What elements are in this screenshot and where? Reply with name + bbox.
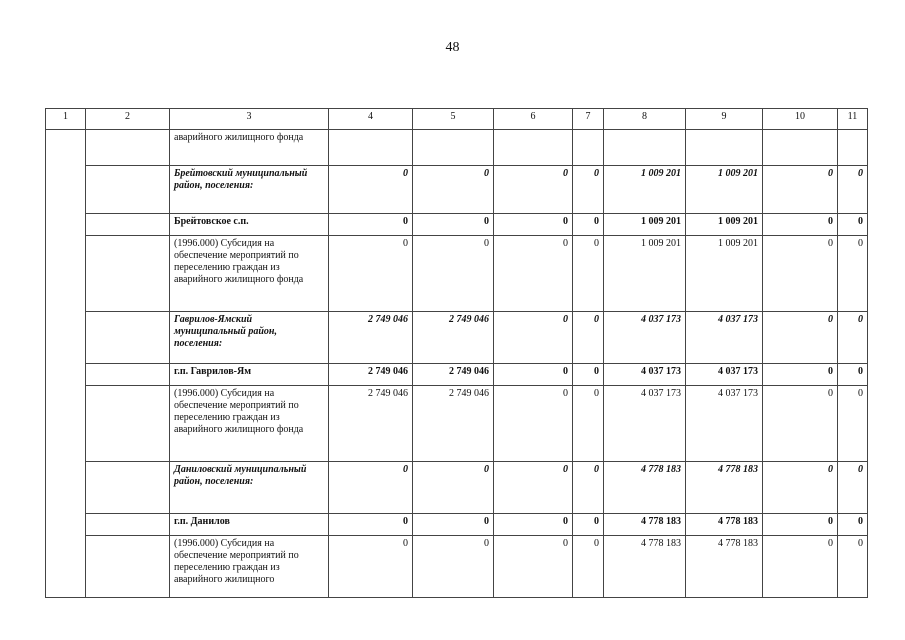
page-number: 48 — [445, 40, 460, 55]
column-header: 2 — [86, 109, 170, 130]
value-cell: 1 009 201 — [686, 236, 763, 312]
value-cell — [604, 130, 686, 166]
value-cell: 0 — [838, 166, 868, 214]
value-cell: 0 — [763, 312, 838, 364]
row-name-cell: Гаврилов-Ямский муниципальный район, поселения: — [170, 312, 329, 364]
value-cell: 0 — [763, 536, 838, 598]
value-cell — [413, 130, 494, 166]
value-cell: 4 037 173 — [686, 364, 763, 386]
row-name-cell: Брейтовское с.п. — [170, 214, 329, 236]
value-cell: 4 778 183 — [604, 462, 686, 514]
value-cell: 0 — [573, 364, 604, 386]
value-cell: 0 — [494, 312, 573, 364]
header-row — [46, 109, 868, 130]
row-name-cell: Даниловский муниципальный район, поселения: — [170, 462, 329, 514]
column-header: 6 — [494, 109, 573, 130]
row-name-cell: (1996.000) Субсидия на обеспечение мероприятий по переселению граждан из аварийного жилищного — [170, 536, 329, 598]
value-cell — [329, 130, 413, 166]
row-name-cell: (1996.000) Субсидия на обеспечение мероприятий по переселению граждан из аварийного жилищного фонда — [170, 236, 329, 312]
value-cell — [763, 130, 838, 166]
value-cell: 0 — [573, 536, 604, 598]
value-cell: 0 — [494, 386, 573, 462]
col2-cell — [86, 462, 170, 514]
value-cell: 0 — [573, 312, 604, 364]
column-header: 1 — [46, 109, 86, 130]
value-cell: 2 749 046 — [413, 312, 494, 364]
value-cell: 4 037 173 — [604, 364, 686, 386]
table-row — [46, 462, 868, 514]
value-cell: 2 749 046 — [329, 312, 413, 364]
value-cell: 4 037 173 — [604, 312, 686, 364]
value-cell — [573, 130, 604, 166]
table-row — [46, 312, 868, 364]
value-cell: 0 — [573, 214, 604, 236]
table-row — [46, 214, 868, 236]
value-cell: 0 — [329, 166, 413, 214]
row-name-cell: г.п. Гаврилов-Ям — [170, 364, 329, 386]
column-header: 5 — [413, 109, 494, 130]
value-cell: 0 — [413, 514, 494, 536]
col2-cell — [86, 312, 170, 364]
value-cell: 4 778 183 — [686, 514, 763, 536]
table-row — [46, 130, 868, 166]
value-cell: 4 778 183 — [604, 514, 686, 536]
row-name-cell: аварийного жилищного фонда — [170, 130, 329, 166]
value-cell: 1 009 201 — [604, 166, 686, 214]
table-row — [46, 536, 868, 598]
table-row — [46, 166, 868, 214]
value-cell: 4 037 173 — [686, 312, 763, 364]
col2-cell — [86, 364, 170, 386]
value-cell: 1 009 201 — [686, 214, 763, 236]
col2-cell — [86, 236, 170, 312]
value-cell: 0 — [413, 214, 494, 236]
value-cell: 4 778 183 — [686, 462, 763, 514]
value-cell: 0 — [494, 364, 573, 386]
value-cell: 0 — [763, 462, 838, 514]
value-cell: 0 — [838, 364, 868, 386]
budget-table — [45, 108, 868, 598]
value-cell: 0 — [413, 462, 494, 514]
value-cell: 4 778 183 — [686, 536, 763, 598]
value-cell: 0 — [329, 214, 413, 236]
value-cell: 1 009 201 — [604, 236, 686, 312]
value-cell: 0 — [573, 236, 604, 312]
value-cell: 0 — [573, 386, 604, 462]
value-cell: 0 — [494, 236, 573, 312]
row-name-cell: г.п. Данилов — [170, 514, 329, 536]
value-cell: 0 — [413, 166, 494, 214]
column-header: 10 — [763, 109, 838, 130]
value-cell: 2 749 046 — [329, 386, 413, 462]
value-cell: 0 — [763, 236, 838, 312]
value-cell: 4 778 183 — [604, 536, 686, 598]
value-cell: 0 — [573, 462, 604, 514]
value-cell: 0 — [494, 536, 573, 598]
value-cell: 0 — [838, 386, 868, 462]
value-cell: 0 — [329, 236, 413, 312]
value-cell: 4 037 173 — [686, 386, 763, 462]
value-cell: 2 749 046 — [413, 386, 494, 462]
table-row — [46, 514, 868, 536]
value-cell — [494, 130, 573, 166]
value-cell: 0 — [838, 312, 868, 364]
table-row — [46, 236, 868, 312]
column-header: 7 — [573, 109, 604, 130]
value-cell: 1 009 201 — [604, 214, 686, 236]
value-cell: 0 — [763, 214, 838, 236]
row-name-cell: Брейтовский муниципальный район, поселения: — [170, 166, 329, 214]
value-cell: 4 037 173 — [604, 386, 686, 462]
col2-cell — [86, 536, 170, 598]
value-cell: 0 — [494, 462, 573, 514]
value-cell: 0 — [838, 214, 868, 236]
value-cell: 0 — [838, 462, 868, 514]
value-cell: 0 — [838, 514, 868, 536]
value-cell: 0 — [763, 514, 838, 536]
column-header: 11 — [838, 109, 868, 130]
column-header: 4 — [329, 109, 413, 130]
value-cell: 0 — [763, 364, 838, 386]
value-cell: 1 009 201 — [686, 166, 763, 214]
value-cell: 2 749 046 — [413, 364, 494, 386]
value-cell: 0 — [494, 214, 573, 236]
row-name-cell: (1996.000) Субсидия на обеспечение мероприятий по переселению граждан из аварийного жилищного фонда — [170, 386, 329, 462]
value-cell: 0 — [329, 536, 413, 598]
value-cell: 2 749 046 — [329, 364, 413, 386]
table-row — [46, 386, 868, 462]
value-cell: 0 — [494, 166, 573, 214]
column-header: 3 — [170, 109, 329, 130]
column-header: 8 — [604, 109, 686, 130]
col2-cell — [86, 166, 170, 214]
value-cell: 0 — [413, 536, 494, 598]
value-cell: 0 — [838, 536, 868, 598]
value-cell — [838, 130, 868, 166]
value-cell: 0 — [573, 166, 604, 214]
value-cell: 0 — [838, 236, 868, 312]
col2-cell — [86, 214, 170, 236]
table-row — [46, 364, 868, 386]
value-cell — [686, 130, 763, 166]
value-cell: 0 — [763, 386, 838, 462]
col2-cell — [86, 386, 170, 462]
value-cell: 0 — [329, 514, 413, 536]
value-cell: 0 — [763, 166, 838, 214]
column-header: 9 — [686, 109, 763, 130]
value-cell: 0 — [573, 514, 604, 536]
value-cell: 0 — [329, 462, 413, 514]
col2-cell — [86, 514, 170, 536]
col2-cell — [86, 130, 170, 166]
value-cell: 0 — [413, 236, 494, 312]
value-cell: 0 — [494, 514, 573, 536]
col1-cell — [46, 130, 86, 598]
